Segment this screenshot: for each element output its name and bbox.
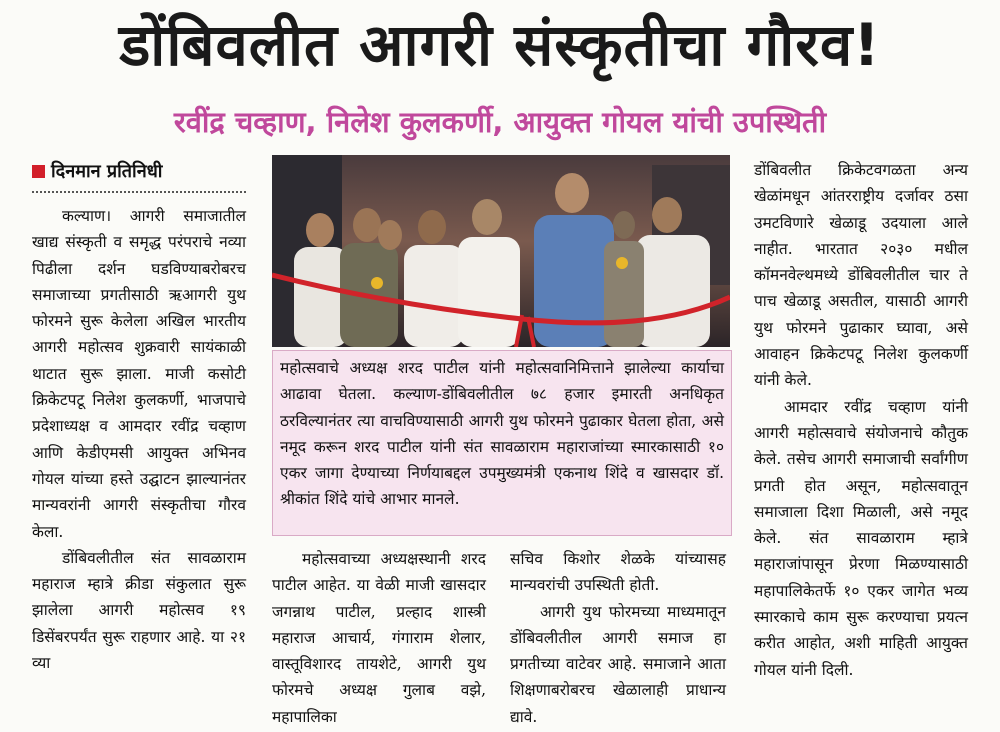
article-column-4 [754,157,968,683]
article-column-2 [272,546,486,730]
event-photo [272,155,730,347]
paragraph: कल्याण। आगरी समाजातील खाद्य संस्कृती व समृद्ध परंपराचे नव्या पिढीला दर्शन घडविण्याबरोबरच समाजाच्या प्रगतीसाठी ऋआगरी युथ फोरमने सुरू केलेला अखिल भारतीय आगरी महोत्सव शुक्रवारी सायंकाळी थाटात सुरू झाला. माजी कसोटी क्रिकेटपटू निलेश कुलकर्णी, भाजपाचे प्रदेशाध्यक्ष व आमदार रवींद्र चव्हाण आणि केडीएमसी आयुक्त अभिनव गोयल यांच्या हस्ते उद्घाटन झाल्यानंतर मान्यवरांनी आगरी संस्कृतीचा गौरव केला. [32,207,246,541]
article-column-3 [510,546,726,730]
byline-text: दिनमान प्रतिनिधी [51,161,163,182]
paragraph: आगरी युथ फोरमच्या माध्यमातून डोंबिवलीतील आगरी समाज हा प्रगतीच्या वाटेवर आहे. समाजाने आता शिक्षणाबरोबरच खेळालाही प्राधान्य द्यावे. [510,602,726,726]
caption-text: महोत्सवाचे अध्यक्ष शरद पाटील यांनी महोत्सवानिमित्ताने झालेल्या कार्याचा आढावा घेतला. कल्याण-डोंबिवलीतील ७८ हजार इमारती अनधिकृत ठरविल्यानंतर त्या वाचविण्यासाठी आगरी युथ फोरमने पुढाकार घेतला होता, असे नमूद करून शरद पाटील यांनी संत सावळाराम महाराजांच्या स्मारकासाठी १० एकर जागा देण्याच्या निर्णयाबद्दल उपमुख्यमंत्री एकनाथ शिंदे व खासदार डॉ. श्रीकांत शिंदे यांचे आभार मानले. [280,359,724,509]
paragraph: डोंबिवलीत क्रिकेटवगळता अन्य खेळांमधून आंतरराष्ट्रीय दर्जावर ठसा उमटविणारे खेळाडू उदयाला आले नाहीत. भारतात २०३० मधील कॉमनवेल्थमध्ये डोंबिवलीतील चार ते पाच खेळाडू असतील, यासाठी आगरी युथ फोरमने पुढाकार घ्यावा, असे आवाहन क्रिकेटपटू निलेश कुलकर्णी यांनी केले. [754,161,968,390]
paragraph: सचिव किशोर शेळके यांच्यासह मान्यवरांची उपस्थिती होती. [510,550,726,595]
paragraph: डोंबिवलीतील संत सावळाराम महाराज म्हात्रे क्रीडा संकुलात सुरू झालेला आगरी महोत्सव १९ डिसेंबरपर्यंत सुरू राहणार आहे. या २१ व्या [32,548,246,673]
byline-marker-icon [32,165,45,178]
byline [32,157,246,193]
paragraph: महोत्सवाच्या अध्यक्षस्थानी शरद पाटील आहेत. या वेळी माजी खासदार जगन्नाथ पाटील, प्रल्हाद शास्त्री महाराज आचार्य, गंगाराम शेलार, वास्तूविशारद तायशेटे, आगरी युथ फोरमचे अध्यक्ष गुलाब वझे, महापालिका [272,550,486,726]
headline: डोंबिवलीत आगरी संस्कृतीचा गौरव! [119,11,881,79]
article-column-1 [32,157,246,676]
photo-caption [272,350,732,536]
paragraph: आमदार रवींद्र चव्हाण यांनी आगरी महोत्सवाचे संयोजनाचे कौतुक केले. तसेच आगरी समाजाची सर्वांगीण प्रगती होत असून, महोत्सवातून समाजाला दिशा मिळाली, असे नमूद केले. संत सावळाराम म्हात्रे महाराजांपासून प्रेरणा मिळण्यासाठी महापालिकेतर्फे १० एकर जागेत भव्य स्मारकाचे काम सुरू करण्याचा प्रयत्न करीत आहोत, अशी माहिती आयुक्त गोयल यांनी दिली. [754,397,968,679]
ribbon-cutting-photo [272,155,730,347]
subheadline: रवींद्र चव्हाण, निलेश कुलकर्णी, आयुक्त गोयल यांची उपस्थिती [173,105,827,139]
